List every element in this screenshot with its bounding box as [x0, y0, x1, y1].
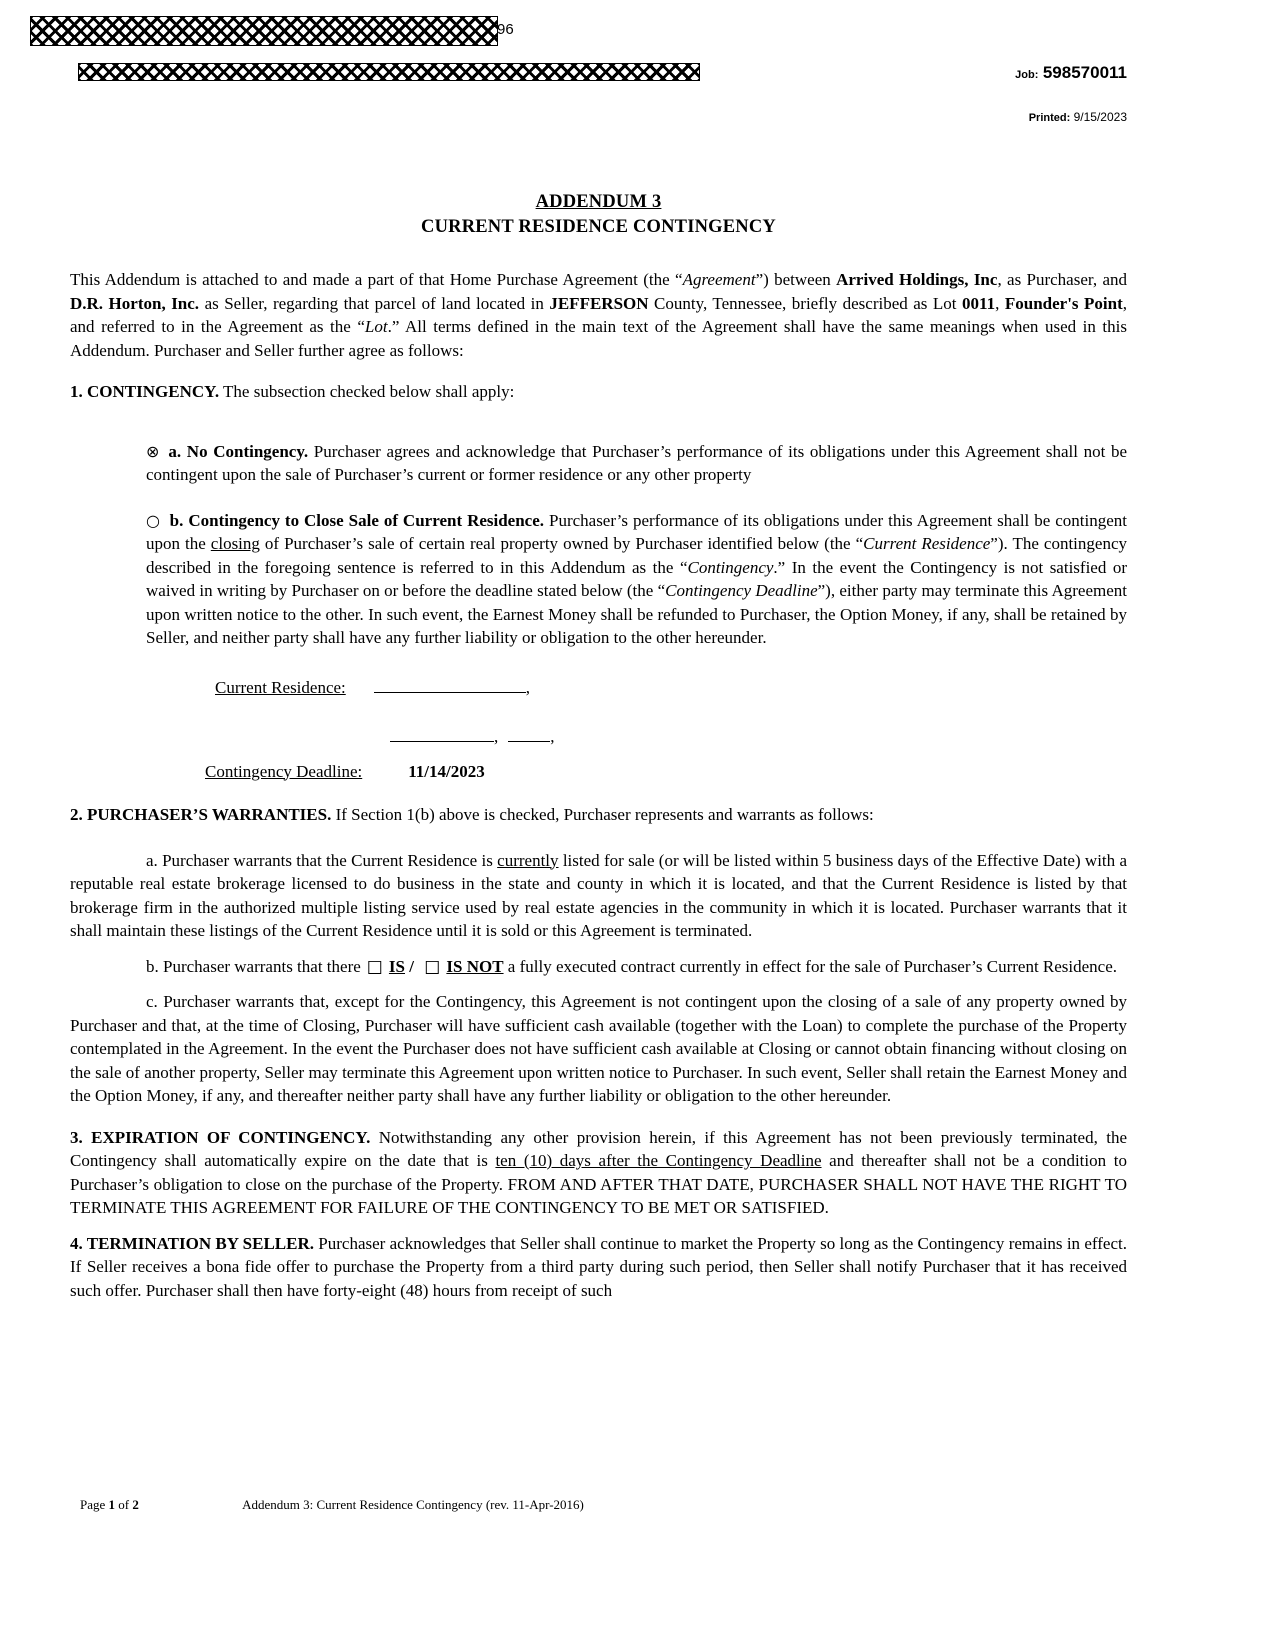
printed-line [1029, 110, 1127, 124]
warranty-item-b [70, 955, 1127, 979]
document-title [70, 190, 1127, 240]
is-separator: / [405, 956, 419, 976]
job-number-line [1015, 63, 1127, 83]
footer-doc-ref: Addendum 3: Current Residence Contingency (rev. 11-Apr-2016) [242, 1497, 584, 1512]
current-residence-blank-1[interactable] [374, 679, 526, 693]
warranty-item-c: c. Purchaser warrants that, except for the Contingency, this Agreement is not contingent upon the closing of a sale of any property owned by Purchaser and that, at the time of Closing, Purchaser will have sufficient cash available (together with the Loan) to complete the purchase of the Property contemplated in the Agreement. In the event the Purchaser does not have sufficient cash available at Closing or cannot obtain financing without closing on the sale of another property, Seller may terminate this Agreement upon written notice to Purchaser. In such event, Seller shall retain the Earnest Money and the Option Money, if any, and thereafter neither party shall have any further liability or obligation to the other hereunder. [70, 992, 1127, 1105]
blank-comma-3: , [550, 727, 555, 746]
current-residence-line [215, 676, 1127, 700]
section2-heading: 2. PURCHASER’S WARRANTIES. If Section 1(b) above is checked, Purchaser represents and warrants as follows: [70, 805, 874, 824]
redaction-bar-top [30, 16, 498, 46]
footer-page-number: Page 1 of 2 [80, 1497, 139, 1512]
page-footer [80, 1496, 584, 1513]
checkbox-is-not-icon[interactable]: ☐ [424, 957, 441, 979]
contingency-deadline-line [205, 760, 1127, 784]
printed-label: Printed: [1028, 112, 1071, 124]
current-residence-blank-3[interactable] [508, 728, 550, 742]
section1-heading: 1. CONTINGENCY. The subsection checked below shall apply: [70, 382, 515, 401]
blank-comma-2: , [494, 727, 499, 746]
section4-paragraph: 4. TERMINATION BY SELLER. Purchaser acknowledges that Seller shall continue to market the Property so long as the Contingency remains in effect. If Seller receives a bona fide offer to purchase the Property from a third party during such period, then Seller shall notify Purchaser that it has received such offer. Purchaser shall then have forty-eight (48) hours from receipt of such [70, 1233, 1127, 1300]
contingency-deadline-label: Contingency Deadline: [205, 761, 363, 781]
printed-date: 9/15/2023 [1073, 110, 1127, 124]
title-line1: ADDENDUM 3 [535, 192, 662, 212]
warranty-b-text-after: a fully executed contract currently in effect for the sale of Purchaser’s Current Residence. [503, 956, 1118, 976]
warranty-item-a: a. Purchaser warrants that the Current Residence is currently listed for sale (or will be listed within 5 business days of the Effective Date) with a reputable real estate brokerage licensed to do business in the state and county in which it is located, and that the Current Residence is listed by that brokerage firm in the authorized multiple listing service used by real estate agencies in the community in which it is located. Purchaser warrants that it shall maintain these listings of the Current Residence until it is sold or this Agreement is terminated. [70, 850, 1127, 940]
warranty-b-text-before: b. Purchaser warrants that there [146, 956, 361, 976]
contingency-deadline-value[interactable]: 11/14/2023 [408, 761, 485, 781]
option-b-text: b. Contingency to Close Sale of Current Residence. Purchaser’s performance of its obligations under this Agreement shall be contingent upon the closing of Purchaser’s sale of certain real property owned by Purchaser identified below (the “Current Residence”). The contingency described in the foregoing sentence is referred to in this Addendum as the “Contingency.” In the event the Contingency is not satisfied or waived in writing by Purchaser on or before the deadline stated below (the “Contingency Deadline”), either party may terminate this Agreement upon written notice to the other. In such event, the Earnest Money shall be refunded to Purchaser, the Option Money, if any, shall be retained by Seller, and neither party shall have any further liability or obligation to the other hereunder. [146, 510, 1128, 647]
blank-comma-1: , [525, 677, 531, 697]
section3-paragraph: 3. EXPIRATION OF CONTINGENCY. Notwithstanding any other provision herein, if this Agreement has not been previously terminated, the Contingency shall automatically expire on the date that is ten (10) days after the Contingency Deadline and thereafter shall not be a condition to Purchaser’s obligation to close on the purchase of the Property. FROM AND AFTER THAT DATE, PURCHASER SHALL NOT HAVE THE RIGHT TO TERMINATE THIS AGREEMENT FOR FAILURE OF THE CONTINGENCY TO BE MET OR SATISFIED. [70, 1127, 1127, 1217]
option-a-text: a. No Contingency. Purchaser agrees and acknowledge that Purchaser’s performance of its obligations under this Agreement shall not be contingent upon the sale of Purchaser’s current or former residence or any other property [146, 441, 1127, 484]
job-label: Job: [1015, 69, 1039, 81]
contingency-option-a [146, 440, 1127, 487]
current-residence-label: Current Residence: [215, 677, 346, 697]
checkbox-is-icon[interactable]: ☐ [366, 957, 383, 979]
intro-paragraph: This Addendum is attached to and made a part of that Home Purchase Agreement (the “Agreement”) between Arrived Holdings, Inc, as Purchaser, and D.R. Horton, Inc. as Seller, regarding that parcel of land located in JEFFERSON County, Tennessee, briefly described as Lot 0011, Founder's Point, and referred to in the Agreement as the “Lot.” All terms defined in the main text of the Agreement shall have the same meanings when used in this Addendum. Purchaser and Seller further agree as follows: [70, 270, 1128, 360]
redaction-bar-second [78, 63, 700, 81]
radio-checked-icon[interactable]: ⊗ [146, 441, 160, 461]
contingency-option-b [146, 509, 1127, 650]
document-body [70, 190, 1127, 1302]
job-number: 598570011 [1042, 63, 1127, 82]
is-label: IS [388, 956, 405, 976]
current-residence-blank-2[interactable] [390, 728, 494, 742]
title-line2: CURRENT RESIDENCE CONTINGENCY [421, 217, 776, 237]
is-not-label: IS NOT [446, 956, 504, 976]
radio-unchecked-icon[interactable]: ○ [146, 510, 161, 530]
scan-page-number: 96 [497, 21, 514, 38]
current-residence-line-2 [390, 725, 1127, 749]
